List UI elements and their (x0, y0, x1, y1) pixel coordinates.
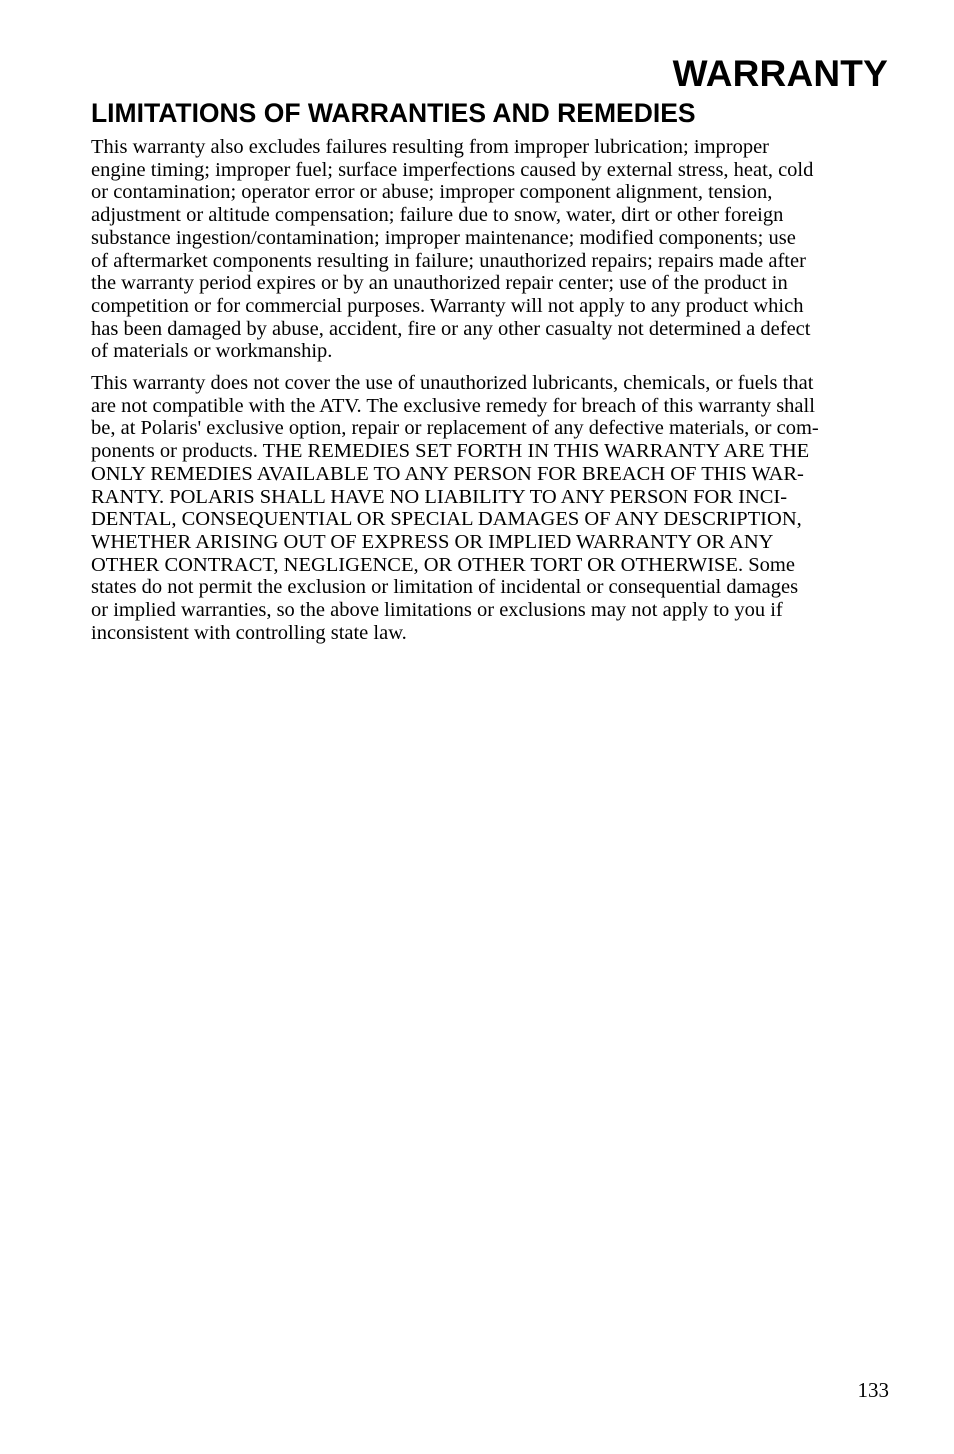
text-line: OTHER CONTRACT, NEGLIGENCE, OR OTHER TORT OR OTHERWISE. Some (91, 553, 795, 576)
text-line: be, at Polaris' exclusive option, repair or replacement of any defective materials, or com- (91, 417, 819, 440)
text-line: states do not permit the exclusion or limitation of incidental or consequential damages (91, 576, 799, 599)
page-number: 133 (857, 1378, 889, 1402)
text-line: DENTAL, CONSEQUENTIAL OR SPECIAL DAMAGES OF ANY DESCRIPTION, (91, 508, 802, 531)
text-line: the warranty period expires or by an unauthorized repair center; use of the product in (91, 272, 788, 295)
text-line: This warranty also excludes failures resulting from improper lubrication; improper (91, 136, 770, 158)
text-line: are not compatible with the ATV. The exclusive remedy for breach of this warranty shall (91, 394, 815, 417)
text-line: of aftermarket components resulting in failure; unauthorized repairs; repairs made after (91, 249, 806, 272)
text-line: or contamination; operator error or abuse; improper component alignment, tension, (91, 181, 773, 204)
main-content (91, 96, 889, 653)
text-line: of materials or workmanship. (91, 340, 333, 363)
text-line: engine timing; improper fuel; surface imperfections caused by external stress, heat, cold (91, 158, 814, 181)
text-line: inconsistent with controlling state law. (91, 621, 407, 644)
text-line: ponents or products. THE REMEDIES SET FORTH IN THIS WARRANTY ARE THE (91, 440, 810, 463)
text-line: competition or for commercial purposes. Warranty will not apply to any product which (91, 294, 804, 317)
text-line: This warranty does not cover the use of unauthorized lubricants, chemicals, or fuels that (91, 372, 814, 395)
text-line: WHETHER ARISING OUT OF EXPRESS OR IMPLIED WARRANTY OR ANY (91, 530, 774, 553)
text-line: adjustment or altitude compensation; failure due to snow, water, dirt or other foreign (91, 204, 784, 227)
section-title: LIMITATIONS OF WARRANTIES AND REMEDIES (91, 98, 696, 128)
text-line: has been damaged by abuse, accident, fire or any other casualty not determined a defect (91, 317, 811, 340)
text-line: RANTY. POLARIS SHALL HAVE NO LIABILITY TO ANY PERSON FOR INCI- (91, 485, 788, 508)
paragraph-exclusions (91, 136, 889, 363)
text-line: substance ingestion/contamination; improper maintenance; modified components; use (91, 226, 796, 249)
page-header-title: WARRANTY (672, 53, 888, 94)
text-line: ONLY REMEDIES AVAILABLE TO ANY PERSON FOR BREACH OF THIS WAR- (91, 462, 804, 485)
paragraph-remedies (91, 372, 889, 644)
text-line: or implied warranties, so the above limitations or exclusions may not apply to you if (91, 599, 783, 622)
